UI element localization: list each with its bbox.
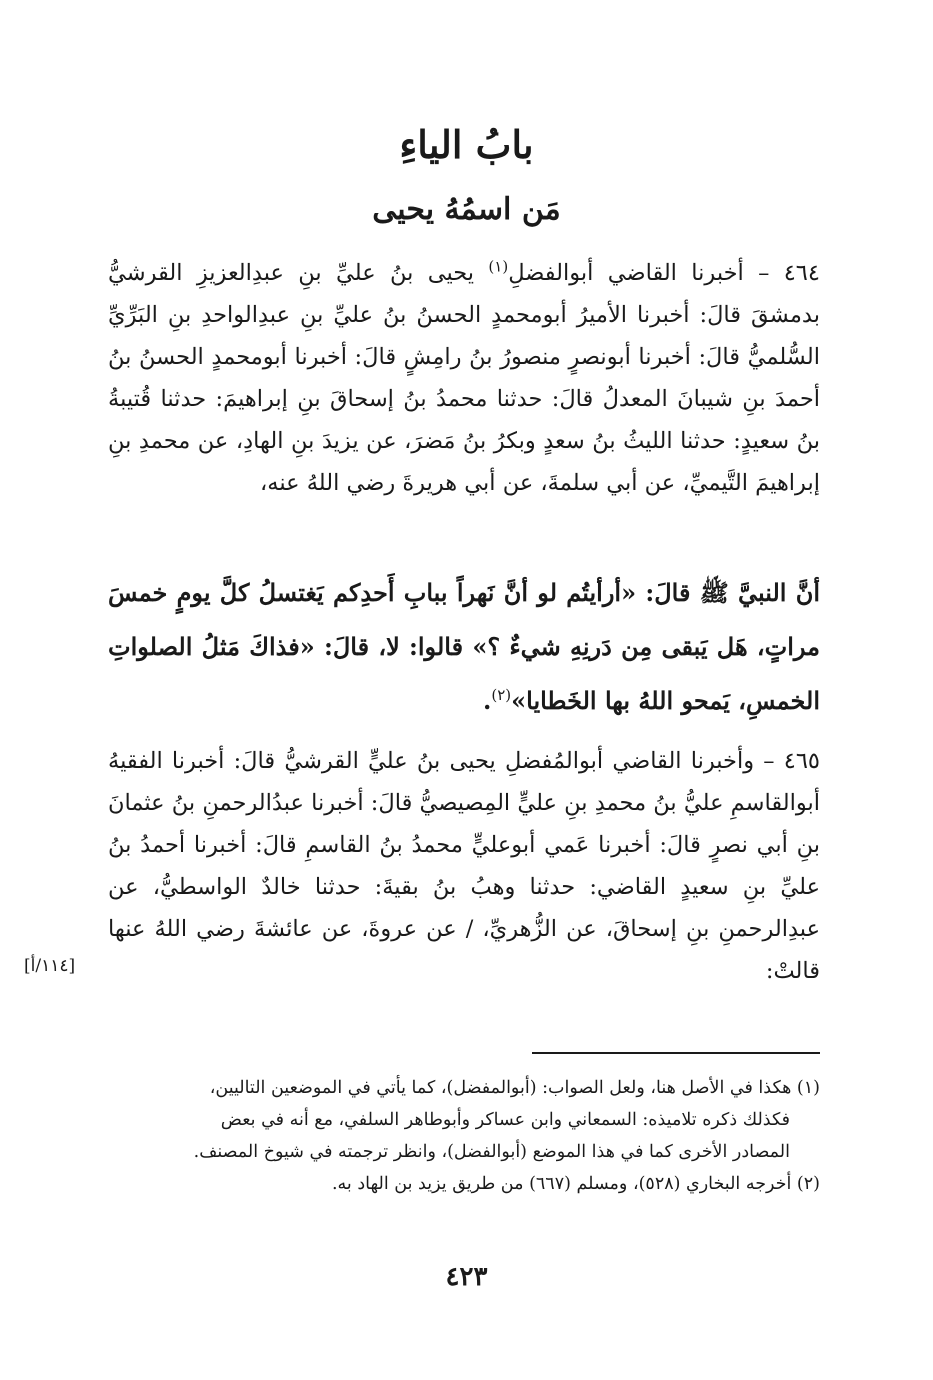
entry-465-text: – وأخبرنا القاضي أبوالمُفضلِ يحيى بنُ عليٍّ القرشيُّ قالَ: أخبرنا الفقيهُ أبوالقاسمِ عليُّ بنُ محمدِ بنِ عليٍّ المِصيصيُّ قالَ: أخبرنا عبدُالرحمنِ بنُ عثمانَ بنِ أبي نصرٍ قالَ: أخبرنا عَمي أبوعليٍّ محمدُ بنُ القاسمِ قالَ: أخبرنا أحمدُ بنُ عليِّ بنِ سعيدٍ القاضي: حدثنا وهبُ بنُ بقيةَ: حدثنا خالدٌ الواسطيُّ، عن عبدِالرحمنِ بنِ إسحاقَ، عن الزُّهريِّ، / عن عروةَ، عن عائشةَ رضي اللهُ عنها قالتْ: (108, 748, 820, 984)
entry-465 (108, 740, 820, 992)
entry-464-number: ٤٦٤ (783, 260, 820, 286)
footnote-ref-1: (١) (488, 257, 509, 276)
page-number: ٤٢٣ (445, 1262, 488, 1292)
footnote-ref-2: (٢) (491, 686, 512, 704)
footnote-1-line-3: المصادر الأخرى كما في هذا الموضع (أبوالفضل)، وانظر ترجمته في شيوخ المصنف. (193, 1142, 790, 1162)
section-title: مَن اسمُهُ يحيى (372, 192, 561, 227)
footnote-2: (٢) أخرجه البخاري (٥٢٨)، ومسلم (٦٦٧) من طريق يزيد بن الهاد به. (331, 1174, 820, 1194)
footnote-1-line-1: (١) هكذا في الأصل هنا، ولعل الصواب: (أبوالمفضل)، كما يأتي في الموضعين التاليين، (209, 1078, 820, 1098)
hadith-end: . (482, 686, 492, 715)
entry-465-number: ٤٦٥ (783, 748, 821, 774)
chapter-title: بابُ الياءِ (399, 122, 534, 167)
entry-464-text: يحيى بنُ عليِّ بنِ عبدِالعزيزِ القرشيُّ بدمشقَ قالَ: أخبرنا الأميرُ أبومحمدٍ الحسنُ بنُ عليِّ بنِ عبدِالواحدِ بنِ البَرِّيِّ السُّلميُّ قالَ: أخبرنا أبونصرٍ منصورُ بنُ رامِشٍ قالَ: أخبرنا أبومحمدٍ الحسنُ بنُ أحمدَ بنِ شيبانَ المعدلُ قالَ: حدثنا محمدُ بنُ إسحاقَ بنِ إبراهيمَ: حدثنا قُتيبةُ بنُ سعيدٍ: حدثنا الليثُ بنُ سعدٍ وبكرُ بنُ مَضرَ، عن يزيدَ بنِ الهادِ، عن محمدِ بنِ إبراهيمَ التَّيميِّ، عن أبي سلمةَ، عن أبي هريرةَ رضي اللهُ عنه، (108, 260, 820, 496)
hadith-text: أنَّ النبيَّ ﷺ قالَ: «أرأيتُم لو أنَّ نَهراً ببابِ أَحدِكم يَغتسلُ كلَّ يومٍ خمسَ مراتٍ، هَل يَبقى مِن دَرنِهِ شيءٌ ؟» قالوا: لا، قالَ: «فذاكَ مَثلُ الصلواتِ الخمسِ، يَمحو اللهُ بها الخَطايا» (108, 578, 820, 715)
footnote-divider (532, 1052, 820, 1054)
entry-464-hadith (108, 566, 820, 728)
entry-464-isnad (108, 252, 820, 504)
margin-folio-note: [١١٤/أ] (24, 956, 76, 976)
entry-464-text-start: – أخبرنا القاضي أبوالفضلِ (508, 260, 784, 286)
footnotes (108, 1072, 820, 1200)
footnote-1-line-2: فكذلك ذكره تلاميذه: السمعاني وابن عساكر وأبوطاهر السلفي، مع أنه في بعض (220, 1110, 790, 1130)
